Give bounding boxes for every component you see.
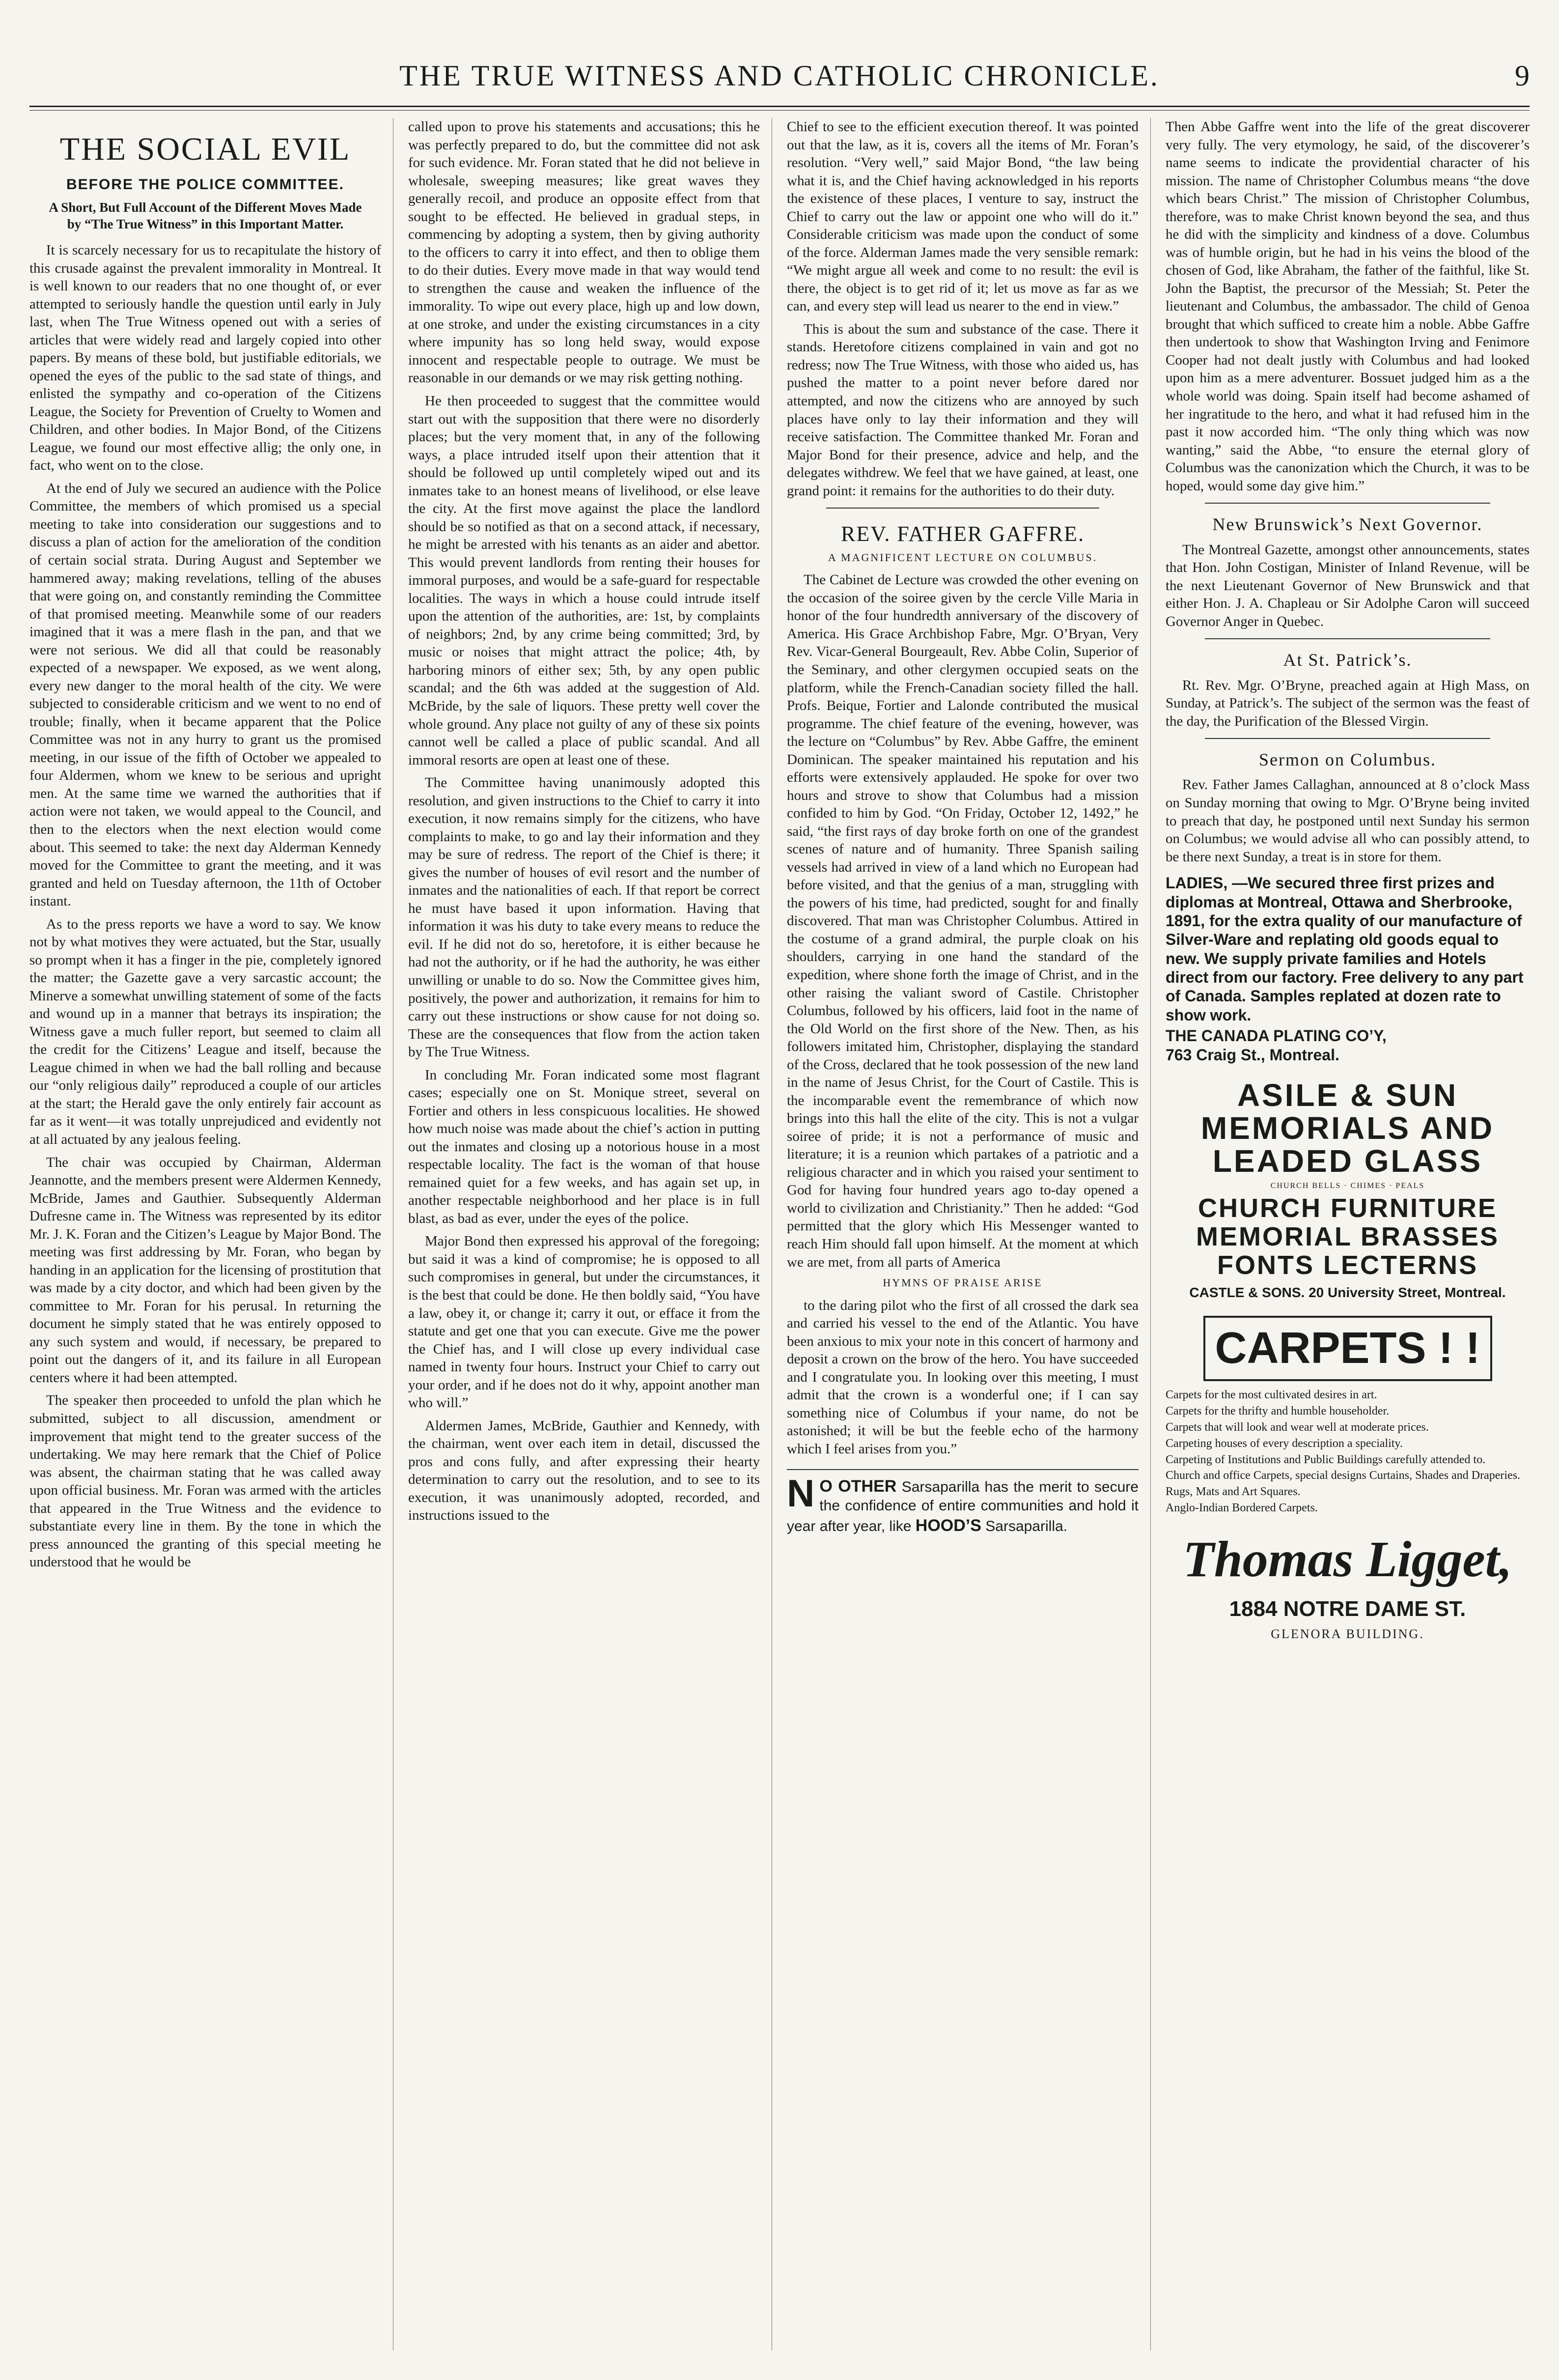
carpets-advertisement [1166,1316,1530,1515]
article-deck: A Short, But Full Account of the Different Moves Made by “The True Witness” in this Important Matter. [49,199,362,231]
article-paragraph: In concluding Mr. Foran indicated some most flagrant cases; especially one on St. Monique street, several on Fortier and others in less conspicuous localities. He showed how much noise was made about the chief’s action in putting out the inmates and closing up a notorious house in a most respectable locality. The fact is the woman of that house remained quiet for a few weeks, and has again set up, in another respectable neighborhood and her place is in full blast, as bad as ever, under the eyes of the police. [408,1067,760,1226]
castle-address: CASTLE & SONS. 20 University Street, Montreal. [1189,1284,1506,1300]
castle-line-3: LEADED GLASS [1212,1143,1483,1179]
column-1 [29,118,393,2351]
carpets-item: Anglo-Indian Bordered Carpets. [1166,1501,1318,1514]
article-paragraph: called upon to prove his statements and accusations; this he was perfectly prepared to do, but the committee did not ask for such evidence. Mr. Foran stated that he did not believe in wholesale, sweeping measures; like great waves they generally recoil, and produce an opposite effect from that sought to be effected. He believed in gradual steps, in commencing by adopting a system, then by giving authority to the officers to carry it into effect, and then to oblige them to do their duties. Every move made in that way would tend to strengthen the cause and weaken the influence of the immorality. To wipe out every place, high up and low down, at one stroke, and under the existing circumstances in a city where impunity has so long held sway, would expose innocent and respectable people to outrage. We must be reasonable in our demands or we may risk getting nothing. [408,119,760,386]
hoods-lead: O OTHER [819,1476,897,1496]
gaffre-subhead: A MAGNIFICENT LECTURE ON COLUMBUS. [828,551,1098,564]
article-paragraph: The Cabinet de Lecture was crowded the other evening on the occasion of the soiree given by the cercle Ville Maria in honor of the four hundredth anniversary of the discovery of America. His Grace Archbishop Fabre, Mgr. O’Bryan, Very Rev. Vicar-General Bourgeault, Rev. Abbe Colin, Superior of the Seminary, and other clergymen occupied seats on the platform, while the French-Canadian society filled the hall. Profs. Beique, Fortier and Lalonde contributed the musical programme. The chief feature of the evening, however, was the lecture on “Columbus” by Rev. Abbe Gaffre, the eminent Dominican. The speaker maintained his reputation and his efforts were extensively applauded. He spoke for over two hours and strove to show that Columbus had a mission confided to him by God. “On Friday, October 12, 1492,” he said, “the first rays of day broke forth on one of the grandest scenes of nature and of humanity. Three Spanish sailing vessels had arrived in view of a land which no European had before visited, and that the genius of a man, struggling with the powers of his time, had predicted, sought for and finally discovered. That man was Christopher Columbus. Attired in the costume of a grand admiral, the purple cloak on his shoulders, carrying in one hand the standard of the expedition, where shone forth the image of Christ, and in the other raising the valiant sword of Castile. Christopher Columbus, followed by his officers, laid foot in the name of the Old World on the first shore of the New. Then, as his followers imitated him, Christopher, displaying the standard of the Cross, declared that he took possession of the new land in the name of Jesus Christ, for the Court of Castile. This is the incomparable event the remembrance of which now brings into this hall the elite of the city. This is not a vulgar soiree of pride; it is not a performance of music and literature; it is a reunion which partakes of a patriotic and a religious character and in which you raised your sentiment to God for having four hundred years ago to-day opened a world to civilization and Christianity.” Then he added: “God permitted that the glory which His Messenger wanted to reach Him should fall upon himself. At the moment at which we are met, from all parts of America [787,572,1139,1270]
carpets-item: Carpets for the most cultivated desires in art. [1166,1388,1377,1402]
article-paragraph: Chief to see to the efficient execution thereof. It was pointed out that the law, as it is, covers all the items of Mr. Foran’s resolution. “Very well,” said Major Bond, “the law being what it is, and the Chief having acknowledged in his reports the existence of these places, I venture to say, instruct the Chief to carry out the law or appoint one who will do it.” Considerable criticism was made upon the conduct of some of the force. Alderman James made the very sensible remark: “We might argue all week and come to no result: the evil is there, the object is to get rid of it; let us move as far as we can, and every step will lead us nearer to the end in view.” [787,119,1139,314]
hoods-initial: N [787,1471,815,1515]
gaffre-headline: REV. FATHER GAFFRE. [840,522,1085,546]
castle-church-3: FONTS LECTERNS [1217,1250,1478,1280]
article-subhead: BEFORE THE POLICE COMMITTEE. [66,176,344,193]
castle-advertisement [1166,1079,1530,1301]
article-paragraph: As to the press reports we have a word to say. We know not by what motives they were actuated, but the Star, usually so prompt when it has a finger in the pie, completely ignored the matter; the Gazette gave a very sarcastic account; the Minerve a somewhat unwilling statement of some of the facts and wound up in a manner that betrays its inspiration; the Witness gave a much fuller report, but seemed to claim all the credit for the Citizens’ League and itself, because the League chimed in when we had the ball rolling and because our “only religious daily” reproduced a couple of our articles at the start; the Herald gave the only entirely fair account as far as it went—it was totally unprejudiced and evidently not at all actuated by any jealous feeling. [29,916,381,1148]
ligget-address: 1884 NOTRE DAME ST. [1229,1596,1466,1621]
article-paragraph: It is scarcely necessary for us to recapitulate the history of this crusade against the prevalent immorality in Montreal. It is well known to our readers that no one thought of, or ever attempted to seriously handle the question until early in July last, when The True Witness opened out with a series of articles that were widely read and largely copied into other papers. By means of these bold, but justifiable editorials, we opened the eyes of the public to the sad state of things, and enlisted the sympathy and co-operation of the Citizens League, the Society for Prevention of Cruelty to Women and Children, and other bodies. In Major Bond, of the Citizens League, we found our most effective allig; the only one, in fact, who went on to the close. [29,242,381,474]
carpets-item: Carpets for the thrifty and humble householder. [1166,1405,1390,1418]
carpets-list [1166,1388,1530,1515]
plating-company: THE CANADA PLATING CO’Y, [1166,1027,1387,1045]
hoods-advertisement [787,1469,1139,1536]
column-2 [408,118,772,2351]
carpets-item: Rugs, Mats and Art Squares. [1166,1485,1301,1499]
carpets-item: Carpeting of Institutions and Public Buildings carefully attended to. [1166,1453,1486,1466]
castle-church-1: CHURCH FURNITURE [1198,1193,1497,1223]
plating-address: 763 Craig St., Montreal. [1166,1046,1339,1064]
newspaper-title: THE TRUE WITNESS AND CATHOLIC CHRONICLE. [399,59,1160,92]
columns [29,118,1530,2351]
ligget-advertisement [1166,1527,1530,1643]
castle-church-2: MEMORIAL BRASSES [1196,1222,1500,1252]
sermon-headline: Sermon on Columbus. [1258,750,1436,770]
article-headline: THE SOCIAL EVIL [59,131,351,167]
article-paragraph: At the end of July we secured an audience with the Police Committee, the members of which promised us a special meeting to take into consideration our suggestions and to discuss a plan of action for the amelioration of the condition of certain social strata. During August and September we hammered away; making revelations, telling of the abuses that were going on, and constantly reminding the Committee of that promised meeting. Meanwhile some of our readers imagined that it was a mere flash in the pan, and that we were not serious. We did all that could be reasonably expected of a newspaper. We exposed, as we went along, every new danger to the moral health of the city. We were subjected to considerable criticism and we went to no end of trouble; finally, when it became apparent that the Police Committee was not in any hurry to grant us the promised meeting, in our issue of the fifth of October we appealed to four Aldermen, whom we knew to be serious and upright men. At the same time we warned the authorities that if action were not taken, we would appeal to the Council, and then to the electors when the next election would come about. This seemed to take: the next day Alderman Kennedy moved for the Committee to grant the meeting, and it was granted and held on Tuesday afternoon, the 11th of October instant. [29,480,381,909]
article-paragraph: The speaker then proceeded to unfold the plan which he submitted, subject to all discussion, amendment or improvement that might tend to the greater success of the undertaking. We may here remark that the Chief of Police was absent, the chairman stating that he was called away upon official business. Mr. Foran was armed with the articles that appeared in the True Witness and the evidence to substantiate every line in them. By the tone in which the press announced the granting of this special meeting he understood that he would be [29,1392,381,1570]
hoods-text: Sarsaparilla has the merit to secure the confidence of entire communities and hold it year after year, like [787,1478,1139,1534]
column-3 [787,118,1151,2351]
article-paragraph: The chair was occupied by Chairman, Alderman Jeannotte, and the members present were Aldermen Kennedy, McBride, James and Gauthier. Subsequently Alderman Dufresne came in. The Witness was represented by its editor Mr. J. K. Foran and the Citizen’s League by Major Bond. The meeting was first addressing by Mr. Foran, who began by handing in an application for the licensing of prostitution that was made by a city doctor, and which had been given by the committee to Mr. Foran for his perusal. In returning the document he simply stated that he was entirely opposed to any such system and would, if necessary, be prepared to point out the dangers of it, and its failure in all European centers where it had been attempted. [29,1154,381,1386]
page-number: 9 [1515,59,1530,92]
article-paragraph: Then Abbe Gaffre went into the life of the great discoverer very fully. The very etymology, he said, of the discoverer’s name seems to indicate the providential character of his mission. The name of Christopher Columbus means “the dove which bears Christ.” The mission of Christopher Columbus, therefore, was to make Christ known beyond the sea, and thus he did with the simplicity and kindness of a dove. Columbus was of humble origin, but he had in his veins the blood of the chosen of God, like Abraham, the father of the faithful, like St. John the Baptist, the precursor of the Messiah; St. Peter the lieutenant and Columbus, the ambassador. The child of Genoa brought that which sufficed to create him a noble. Abbe Gaffre then undertook to show that Washington Irving and Fenimore Cooper had not dealt justly with Columbus and had looked upon him as a mere adventurer. Bossuet judged him as a the whole world was doing. Spain itself had become ashamed of her ingratitude to the hero, and what it had refused him in the past it now accorded him. “The only thing which was now wanting,” said the Abbe, “to ensure the eternal glory of Columbus was the canonization which the Church, it was to be hoped, would some day give him.” [1166,119,1530,494]
divider [1205,638,1490,639]
castle-line-2: MEMORIALS AND [1200,1110,1495,1146]
hoods-text-end: Sarsaparilla. [981,1518,1067,1534]
carpets-item: Carpets that will look and wear well at moderate prices. [1166,1420,1429,1434]
article-paragraph: The Committee having unanimously adopted this resolution, and given instructions to the Chief to carry it into execution, it now remains simply for the citizens, who have complaints to make, to go and lay their information and they may be sure of redress. The report of the Chief is there; it gives the number of houses of evil resort and the number of inmates and the nationalities of each. If that report be correct he must have based it upon information. Having that information it was his duty to take every means to reduce the evil. If he did not do so, heretofore, it is either because he had not the authority, or if he had the authority, he was either unwilling or unable to do so. Now the Committee gives him, positively, the power and authorization, it remains for him to carry out these instructions or show cause for not doing so. These are the consequences that flow from the action taken by The True Witness. [408,775,760,1060]
carpets-item: Church and office Carpets, special designs Curtains, Shades and Draperies. [1166,1469,1521,1482]
article-paragraph: Rev. Father James Callaghan, announced at 8 o’clock Mass on Sunday morning that owing to Mgr. O’Bryne being invited to preach that day, he postponed until next Sunday his sermon on Columbus; we would advise all who can possibly attend, to be there next Sunday, a treat is in store for them. [1166,777,1530,865]
article-paragraph: This is about the sum and substance of the case. There it stands. Heretofore citizens complained in vain and got no redress; now The True Witness, with those who aided us, has pushed the matter to a point never before dared nor attempted, and now the citizens who are annoyed by such places have only to lay their information and they will receive satisfaction. The Committee thanked Mr. Foran and Major Bond for their presence, advice and help, and the delegates withdrew. We feel that we have gained, at least, one grand point: it remains for the authorities to do their duty. [787,321,1139,499]
plating-text: LADIES, —We secured three first prizes and diplomas at Montreal, Ottawa and Sherbrooke, 1891, for the extra quality of our manufacture of Silver-Ware and replating old goods equal to new. We supply private families and Hotels direct from our factory. Free delivery to any part of Canada. Samples replated at dozen rate to show work. [1166,874,1524,1024]
hoods-brand: HOOD’S [915,1516,981,1535]
article-paragraph: The Montreal Gazette, amongst other announcements, states that Hon. John Costigan, Minister of Inland Revenue, will be the next Lieutenant Governor of New Brunswick and that either Hon. J. A. Chapleau or Sir Adolphe Caron will succeed Governor Anger in Quebec. [1166,541,1530,629]
ligget-name: Thomas Ligget, [1183,1530,1512,1587]
st-patricks-headline: At St. Patrick’s. [1283,650,1412,670]
article-paragraph: Rt. Rev. Mgr. O’Bryne, preached again at High Mass, on Sunday, at Patrick’s. The subject of the sermon was the feast of the day, the Purification of the Blessed Virgin. [1166,677,1530,729]
hymns-subhead: HYMNS OF PRAISE ARISE [883,1276,1043,1289]
column-4 [1166,118,1530,2351]
plating-advertisement [1166,874,1530,1064]
article-paragraph: Aldermen James, McBride, Gauthier and Kennedy, with the chairman, went over each item in detail, discussed the pros and cons fully, and after expressing their hearty determination to carry out the resolution, and to see to its execution, it was unanimously adopted, recorded, and instructions issued to the [408,1417,760,1524]
article-paragraph: to the daring pilot who the first of all crossed the dark sea and carried his vessel to the end of the Atlantic. You have been anxious to mix your note in this concert of harmony and deposit a crown on the brow of the hero. You have succeeded and I congratulate you. In looking over this meeting, I must admit that the crown is a wonderful one; if I can say something nice of Columbus if your name, do not be astonished; it will be but the feeble echo of the harmony which I feel arises from you.” [787,1297,1139,1457]
masthead [29,59,1530,103]
article-paragraph: Major Bond then expressed his approval of the foregoing; but said it was a kind of compromise; he is opposed to all such compromises in general, but under the circumstances, it is the best that could be done. He then boldly said, “You have a law, obey it, or change it; carry it out, or efface it from the statute and get one that you can execute. Give me the power the Chief has, and I will close up every individual case named in twenty four hours. Instruct your Chief to carry out your order, and if he does not do it why, appoint another man who will.” [408,1233,760,1411]
ligget-building: GLENORA BUILDING. [1271,1627,1424,1642]
carpets-item: Carpeting houses of every description a speciality. [1166,1437,1403,1450]
divider [1205,503,1490,504]
article-paragraph: He then proceeded to suggest that the committee would start out with the supposition that there were no disorderly places; but the very moment that, in any of the following ways, a place intruded itself upon their attention that it should be followed up until completely wiped out and its inmates take to an honest means of livelihood, or else leave the city. At the first move against the place the landlord should be so notified as that on a second attack, if necessary, he might be arrested with his tenants as an aider and abettor. This would prevent landlords from renting their houses for immoral purposes, and would be a safe-guard for respectable localities. The ways in which a house could intrude itself upon the attention of the authorities, are: 1st, by complaints of neighbors; 2nd, by any crime being committed; 3rd, by music or noises that might attract the police; 4th, by harboring minors of either sex; 5th, by any open public scandal; and the 6th was added at the suggestion of Ald. McBride, by the sale of liquors. These pretty well cover the whole ground. Any place not guilty of any of these six points cannot well be called a place of public scandal. And all immoral resorts are open at least one of these. [408,393,760,768]
castle-small-line: CHURCH BELLS · CHIMES · PEALS [1270,1181,1425,1190]
masthead-rule [29,106,1530,111]
new-brunswick-headline: New Brunswick’s Next Governor. [1212,514,1483,535]
carpets-heading: CARPETS ! ! [1203,1316,1492,1381]
divider [1205,738,1490,739]
divider [826,508,1099,509]
castle-line-1: ASILE & SUN [1237,1077,1458,1113]
